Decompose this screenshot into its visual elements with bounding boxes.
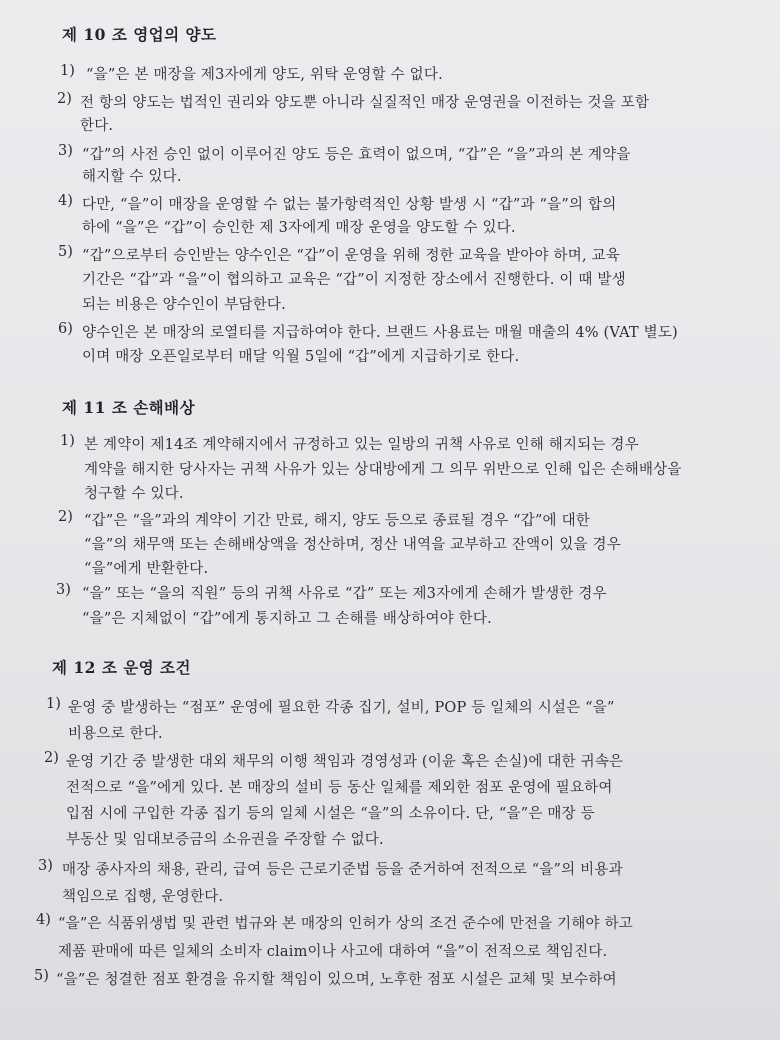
- art10-item-4-number: 4): [58, 193, 73, 209]
- art12-item-2-line-2: 전적으로 “을”에게 있다. 본 매장의 설비 등 동산 일체를 제외한 점포 운영에 필요하여: [66, 780, 613, 796]
- art11-item-1-number: 1): [60, 433, 75, 449]
- art10-item-3-number: 3): [58, 143, 73, 159]
- art10-item-6-line-1: 양수인은 본 매장의 로열티를 지급하여야 한다. 브랜드 사용료는 매월 매출의 4% (VAT 별도): [82, 325, 678, 341]
- art12-item-2-line-1: 운영 기간 중 발생한 대외 채무의 이행 책임과 경영성과 (이윤 혹은 손실)에 대한 귀속은: [66, 754, 624, 770]
- art11-item-3-number: 3): [56, 582, 71, 598]
- art12-item-4-line-2: 제품 판매에 따른 일체의 소비자 claim이나 사고에 대하여 “을”이 전적으로 책임진다.: [58, 944, 608, 960]
- art11-item-1-line-1: 본 계약이 제14조 계약해지에서 규정하고 있는 일방의 귀책 사유로 인해 해지되는 경우: [84, 437, 639, 453]
- article-12-heading: 제 12 조 운영 조건: [52, 658, 191, 677]
- art12-item-1-line-1: 운영 중 발생하는 “점포” 운영에 필요한 각종 집기, 설비, POP 등 일체의 시설은 “을”: [68, 700, 615, 716]
- art11-item-3-line-1: “을” 또는 “을의 직원” 등의 귀책 사유로 “갑” 또는 제3자에게 손해가 발생한 경우: [82, 586, 607, 602]
- art10-item-5-line-2: 기간은 “갑”과 “을”이 협의하고 교육은 “갑”이 지정한 장소에서 진행한다. 이 때 발생: [82, 272, 626, 288]
- article-11-heading: 제 11 조 손해배상: [62, 398, 196, 417]
- art12-item-3-number: 3): [38, 858, 53, 874]
- art11-item-2-line-2: “을”의 채무액 또는 손해배상액을 정산하며, 정산 내역을 교부하고 잔액이 있을 경우: [84, 537, 621, 553]
- art12-item-2-number: 2): [44, 750, 59, 766]
- art10-item-1-number: 1): [60, 63, 75, 79]
- art10-item-5-number: 5): [58, 244, 73, 260]
- art10-item-2-number: 2): [57, 91, 72, 107]
- art12-item-3-line-2: 책임으로 집행, 운영한다.: [62, 889, 224, 905]
- art10-item-3-line-1: “갑”의 사전 승인 없이 이루어진 양도 등은 효력이 없으며, “갑”은 “을”과의 본 계약을: [82, 147, 631, 163]
- art12-item-5-number: 5): [34, 968, 49, 984]
- art11-item-1-line-3: 청구할 수 있다.: [84, 486, 184, 502]
- art10-item-6-line-2: 이며 매장 오픈일로부터 매달 익월 5일에 “갑”에게 지급하기로 한다.: [82, 349, 520, 365]
- art12-item-2-line-3: 입점 시에 구입한 각종 집기 등의 일체 시설은 “을”의 소유이다. 단, “을”은 매장 등: [66, 806, 595, 822]
- art10-item-4-line-1: 다만, “을”이 매장을 운영할 수 없는 불가항력적인 상황 발생 시 “갑”과 “을”의 합의: [82, 197, 617, 213]
- art10-item-3-line-2: 해지할 수 있다.: [82, 169, 182, 185]
- art12-item-3-line-1: 매장 종사자의 채용, 관리, 급여 등은 근로기준법 등을 준거하여 전적으로 “을”의 비용과: [62, 862, 623, 878]
- art10-item-5-line-3: 되는 비용은 양수인이 부담한다.: [82, 297, 286, 313]
- art11-item-1-line-2: 계약을 해지한 당사자는 귀책 사유가 있는 상대방에게 그 의무 위반으로 인해 입은 손해배상을: [84, 462, 682, 478]
- art12-item-5-line-1: “을”은 청결한 점포 환경을 유지할 책임이 있으며, 노후한 점포 시설은 교체 및 보수하여: [56, 972, 617, 988]
- art10-item-2-line-1: 전 항의 양도는 법적인 권리와 양도뿐 아니라 실질적인 매장 운영권을 이전하는 것을 포함: [80, 95, 650, 111]
- art12-item-4-number: 4): [36, 912, 51, 928]
- art10-item-6-number: 6): [58, 321, 73, 337]
- art10-item-5-line-1: “갑”으로부터 승인받는 양수인은 “갑”이 운영을 위해 정한 교육을 받아야 하며, 교육: [82, 248, 620, 264]
- art12-item-1-line-2: 비용으로 한다.: [68, 726, 163, 742]
- art10-item-2-line-2: 한다.: [80, 118, 114, 134]
- art10-item-1-line-1: “을”은 본 매장을 제3자에게 양도, 위탁 운영할 수 없다.: [86, 67, 443, 83]
- art12-item-2-line-4: 부동산 및 임대보증금의 소유권을 주장할 수 없다.: [66, 832, 384, 848]
- article-10-heading: 제 10 조 영업의 양도: [62, 25, 217, 44]
- art11-item-3-line-2: “을”은 지체없이 “갑”에게 통지하고 그 손해를 배상하여야 한다.: [82, 611, 492, 627]
- art12-item-4-line-1: “을”은 식품위생법 및 관련 법규와 본 매장의 인허가 상의 조건 준수에 만전을 기해야 하고: [58, 916, 633, 932]
- art10-item-4-line-2: 하에 “을”은 “갑”이 승인한 제 3자에게 매장 운영을 양도할 수 있다.: [82, 220, 516, 236]
- art12-item-1-number: 1): [46, 696, 61, 712]
- art11-item-2-line-1: “갑”은 “을”과의 계약이 기간 만료, 해지, 양도 등으로 종료될 경우 “갑”에 대한: [84, 513, 590, 529]
- art11-item-2-line-3: “을”에게 반환한다.: [84, 561, 209, 577]
- art11-item-2-number: 2): [58, 509, 73, 525]
